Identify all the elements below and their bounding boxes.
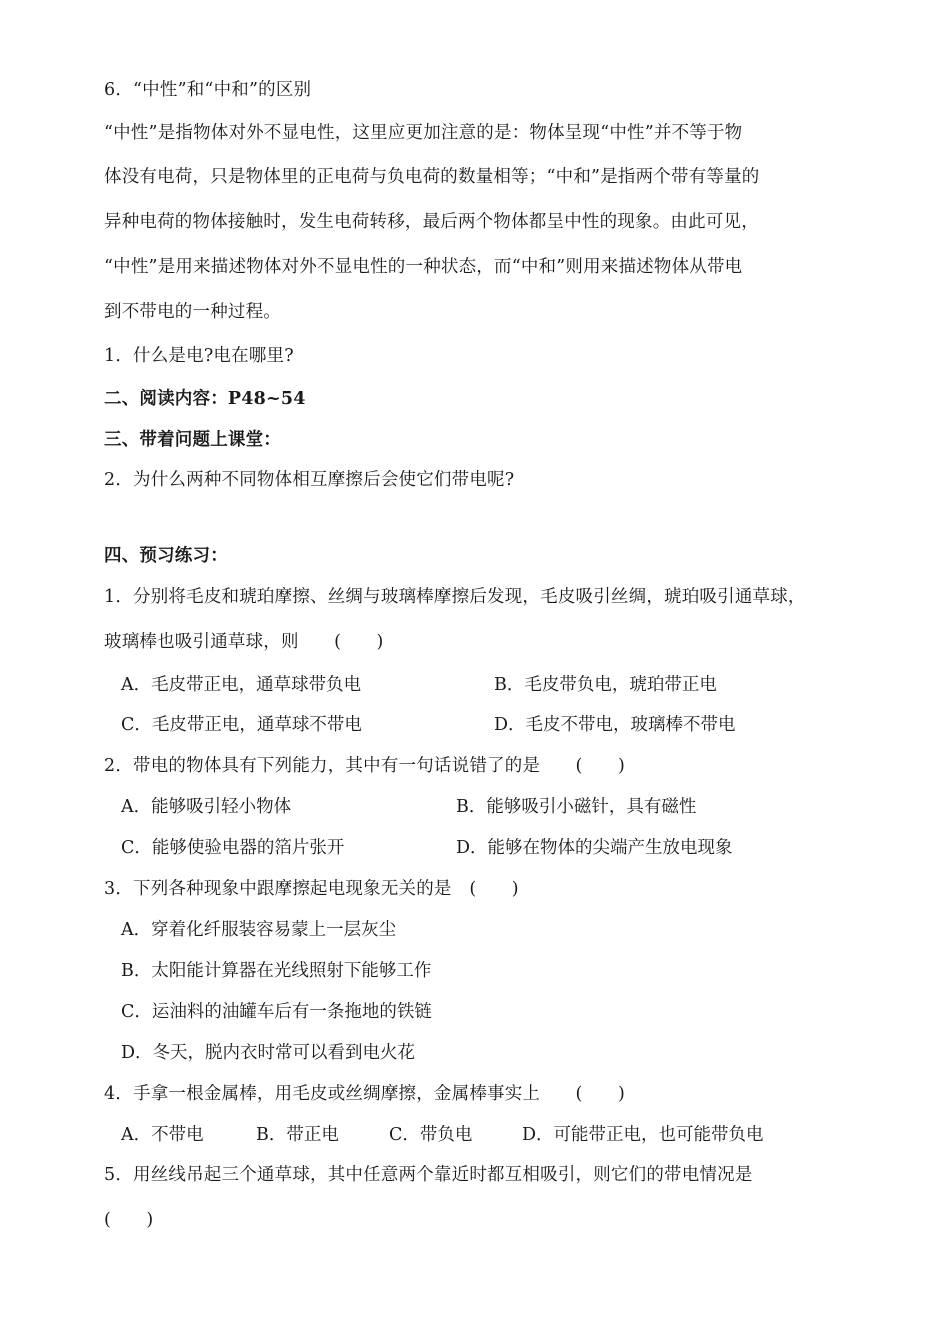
exercise-3-stem: 3．下列各种现象中跟摩擦起电现象无关的是 ( ) — [104, 879, 519, 899]
exercise-4-option-d: D．可能带正电，也可能带负电 — [522, 1125, 764, 1145]
exercise-4-option-c: C．带负电 — [389, 1125, 473, 1145]
section-6-paragraph-line: 异种电荷的物体接触时，发生电荷转移，最后两个物体都呈中性的现象。由此可见， — [104, 212, 759, 232]
exercise-2-option-a: A．能够吸引轻小物体 — [121, 797, 292, 817]
exercise-3-option-c: C．运油料的油罐车后有一条拖地的铁链 — [121, 1002, 432, 1022]
exercise-1-stem-cont: 玻璃棒也吸引通草球，则 ( ) — [104, 632, 384, 652]
heading-questions: 三、带着问题上课堂： — [104, 430, 281, 450]
exercise-2-option-b: B．能够吸引小磁针，具有磁性 — [456, 797, 697, 817]
exercise-2-option-d: D．能够在物体的尖端产生放电现象 — [456, 838, 733, 858]
exercise-5-stem: 5．用丝线吊起三个通草球，其中任意两个靠近时都互相吸引，则它们的带电情况是 — [104, 1165, 753, 1185]
exercise-1-option-c: C．毛皮带正电，通草球不带电 — [121, 715, 362, 735]
exercise-1-option-a: A．毛皮带正电，通草球带负电 — [121, 675, 362, 695]
section-6-title: 6．“中性”和“中和”的区别 — [104, 80, 312, 100]
exercise-1-stem: 1．分别将毛皮和琥珀摩擦、丝绸与玻璃棒摩擦后发现，毛皮吸引丝绸，琥珀吸引通草球， — [104, 587, 806, 607]
exercise-3-option-a: A．穿着化纤服装容易蒙上一层灰尘 — [121, 920, 397, 940]
exercise-2-option-c: C．能够使验电器的箔片张开 — [121, 838, 345, 858]
question-why-friction: 2．为什么两种不同物体相互摩擦后会使它们带电呢? — [104, 470, 515, 490]
question-what-is-electricity: 1．什么是电?电在哪里? — [104, 346, 294, 366]
exercise-3-option-d: D．冬天，脱内衣时常可以看到电火花 — [121, 1043, 416, 1063]
heading-exercise: 四、预习练习： — [104, 546, 228, 566]
exercise-4-stem: 4．手拿一根金属棒，用毛皮或丝绸摩擦，金属棒事实上 ( ) — [104, 1084, 625, 1104]
exercise-4-option-b: B．带正电 — [256, 1125, 339, 1145]
exercise-2-stem: 2．带电的物体具有下列能力，其中有一句话说错了的是 ( ) — [104, 756, 625, 776]
heading-reading: 二、阅读内容：P48~54 — [104, 389, 306, 409]
section-6-paragraph-line: 到不带电的一种过程。 — [104, 302, 281, 322]
section-6-paragraph-line: “中性”是指物体对外不显电性，这里应更加注意的是：物体呈现“中性”并不等于物 — [104, 123, 743, 143]
section-6-paragraph-line: “中性”是用来描述物体对外不显电性的一种状态，而“中和”则用来描述物体从带电 — [104, 257, 743, 277]
exercise-3-option-b: B．太阳能计算器在光线照射下能够工作 — [121, 961, 432, 981]
exercise-1-option-d: D．毛皮不带电，玻璃棒不带电 — [494, 715, 736, 735]
section-6-paragraph-line: 体没有电荷，只是物体里的正电荷与负电荷的数量相等；“中和”是指两个带有等量的 — [104, 167, 760, 187]
exercise-5-stem-cont: ( ) — [104, 1210, 154, 1230]
exercise-4-option-a: A．不带电 — [121, 1125, 204, 1145]
exercise-1-option-b: B．毛皮带负电，琥珀带正电 — [494, 675, 717, 695]
